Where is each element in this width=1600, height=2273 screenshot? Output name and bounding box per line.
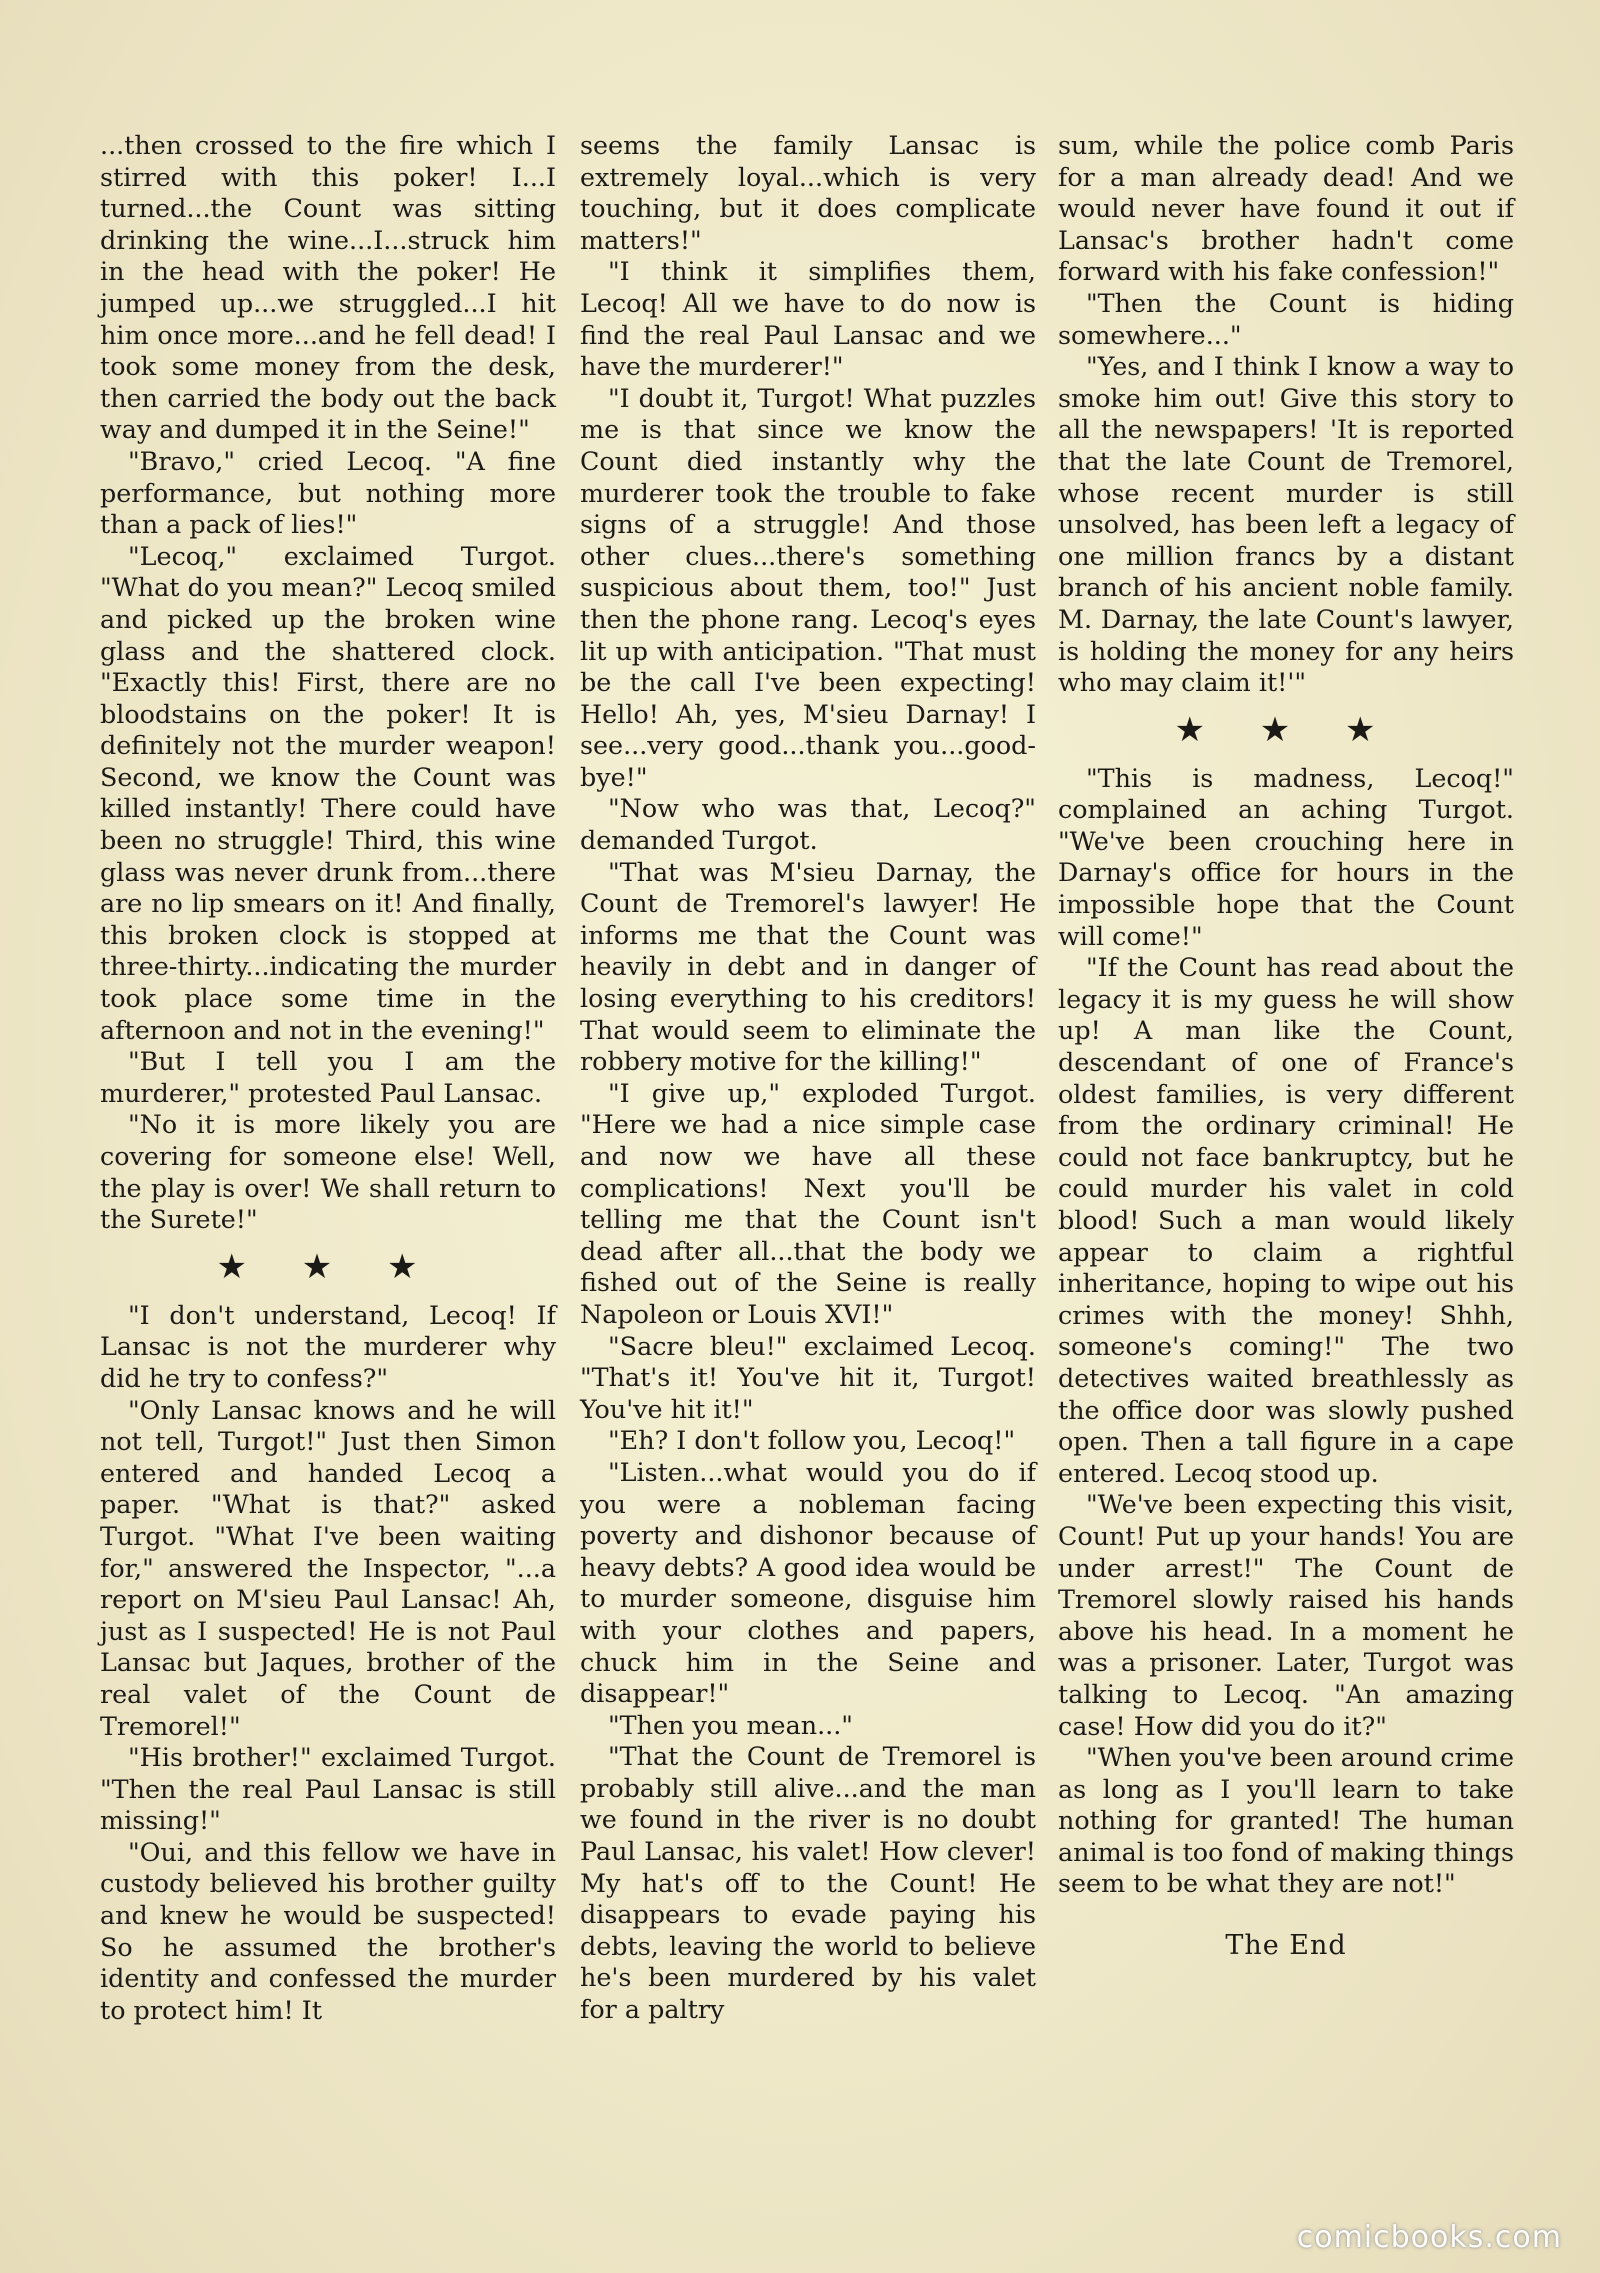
story-paragraph: "Then you mean..." (608, 1709, 853, 1740)
story-paragraph: "We've been expecting this visit, Count! Put up your hands! You are under arrest!" The Count de Tremorel slowly raised his hands above his head. In a moment he was a prisoner. Later, Turgot was talking to Lecoq. "An amazing case! How did you do it?" (1058, 1489, 1514, 1741)
section-break-stars: ★ ★ ★ (1174, 709, 1398, 750)
story-paragraph: "I doubt it, Turgot! What puzzles me is that since we know the Count died instantly why the murderer took the trouble to fake signs of a struggle! And those other clues...there's something suspicious about them, too!" Just then the phone rang. Lecoq's eyes lit up with anticipation. "That must be the call I've been expecting! Hello! Ah, yes, M'sieu Darnay! I see...very good...thank you...good-bye!" (580, 382, 1036, 792)
text-column-2 (580, 130, 1036, 2026)
story-paragraph: "Yes, and I think I know a way to smoke him out! Give this story to all the newspapers! 'It is reported that the late Count de Tremorel, whose recent murder is still unsolved, has been left a legacy of one million francs by a distant branch of his ancient noble family. M. Darnay, the late Count's lawyer, is holding the money for any heirs who may claim it!'" (1058, 351, 1514, 698)
story-paragraph: "Sacre bleu!" exclaimed Lecoq. "That's it! You've hit it, Turgot! You've hit it!" (580, 1330, 1036, 1424)
story-paragraph: "No it is more likely you are covering for someone else! Well, the play is over! We shall return to the Surete!" (100, 1109, 556, 1235)
story-paragraph: "I give up," exploded Turgot. "Here we had a nice simple case and now we have all these complications! Next you'll be telling me that the Count isn't dead after all...that the body we fished out of the Seine is really Napoleon or Louis XVI!" (580, 1077, 1036, 1329)
story-paragraph: "Listen...what would you do if you were a nobleman facing poverty and dishonor because of heavy debts? A good idea would be to murder someone, disguise him with your clothes and papers, chuck him in the Seine and disappear!" (580, 1456, 1036, 1709)
story-paragraph: "Eh? I don't follow you, Lecoq!" (608, 1425, 1016, 1456)
story-paragraph: "His brother!" exclaimed Turgot. "Then the real Paul Lansac is still missing!" (100, 1742, 556, 1836)
story-paragraph: "Then the Count is hiding somewhere..." (1058, 287, 1514, 350)
story-paragraph: "Oui, and this fellow we have in custody believed his brother guilty and knew he would be suspected! So he assumed the brother's identity and confessed the murder to protect him! It (100, 1836, 556, 2025)
text-column-3 (1058, 130, 1514, 1962)
section-break-stars: ★ ★ ★ (216, 1246, 440, 1287)
story-paragraph: ...then crossed to the fire which I stirred with this poker! I...I turned...the Count was sitting drinking the wine...I...struck him in the head with the poker! He jumped up...we struggled...I hit him once more...and he fell dead! I took some money from the desk, then carried the body out the back way and dumped it in the Seine!" (100, 130, 556, 445)
story-paragraph: "When you've been around crime as long as I you'll learn to take nothing for granted! The human animal is too fond of making things seem to be what they are not!" (1058, 1742, 1514, 1899)
story-paragraph: "I don't understand, Lecoq! If Lansac is not the murderer why did he try to confess?" (100, 1299, 556, 1393)
story-paragraph: "That the Count de Tremorel is probably still alive...and the man we found in the river is no doubt Paul Lansac, his valet! How clever! My hat's off to the Count! He disappears to evade paying his debts, leaving the world to believe he's been murdered by his valet for a paltry (580, 1741, 1036, 2025)
text-column-1 (100, 130, 556, 2026)
story-paragraph: "Lecoq," exclaimed Turgot. "What do you mean?" Lecoq smiled and picked up the broken wine glass and the shattered clock. "Exactly this! First, there are no bloodstains on the poker! It is definitely not the murder weapon! Second, we know the Count was killed instantly! There could have been no struggle! Third, this wine glass was never drunk from...there are no lip smears on it! And finally, this broken clock is stopped at three-thirty...indicating the murder took place some time in the afternoon and not in the evening!" (100, 540, 556, 1045)
story-paragraph: "That was M'sieu Darnay, the Count de Tremorel's lawyer! He informs me that the Count was heavily in debt and in danger of losing everything to his creditors! That would seem to eliminate the robbery motive for the killing!" (580, 856, 1036, 1077)
story-paragraph: seems the family Lansac is extremely loyal...which is very touching, but it does complicate matters!" (580, 130, 1036, 255)
story-paragraph: "Now who was that, Lecoq?" demanded Turgot. (580, 793, 1036, 856)
the-end-label: The End (1225, 1930, 1347, 1962)
story-paragraph: "But I tell you I am the murderer," protested Paul Lansac. (100, 1046, 556, 1108)
story-paragraph: "If the Count has read about the legacy it is my guess he will show up! A man like the Count, descendant of one of France's oldest families, is very different from the ordinary criminal! He could not face bankruptcy, but he could murder his valet in cold blood! Such a man would likely appear to claim a rightful inheritance, hoping to wipe out his crimes with the money! Shhh, someone's coming!" The two detectives waited breathlessly as the office door was slowly pushed open. Then a tall figure in a cape entered. Lecoq stood up. (1058, 952, 1514, 1488)
story-paragraph: "Only Lansac knows and he will not tell, Turgot!" Just then Simon entered and handed Lecoq a paper. "What is that?" asked Turgot. "What I've been waiting for," answered the Inspector, "...a report on M'sieu Paul Lansac! Ah, just as I suspected! He is not Paul Lansac but Jaques, brother of the real valet of the Count de Tremorel!" (100, 1394, 556, 1741)
story-paragraph: "Bravo," cried Lecoq. "A fine performance, but nothing more than a pack of lies!" (100, 445, 556, 540)
story-paragraph: "This is madness, Lecoq!" complained an aching Turgot. "We've been crouching here in Darnay's office for hours in the impossible hope that the Count will come!" (1058, 762, 1514, 951)
site-watermark: comicbooks.com (1296, 2220, 1562, 2255)
story-paragraph: sum, while the police comb Paris for a man already dead! And we would never have found it out if Lansac's brother hadn't come forward with his fake confession!" (1058, 130, 1514, 287)
story-paragraph: "I think it simplifies them, Lecoq! All we have to do now is find the real Paul Lansac and we have the murderer!" (580, 256, 1036, 382)
